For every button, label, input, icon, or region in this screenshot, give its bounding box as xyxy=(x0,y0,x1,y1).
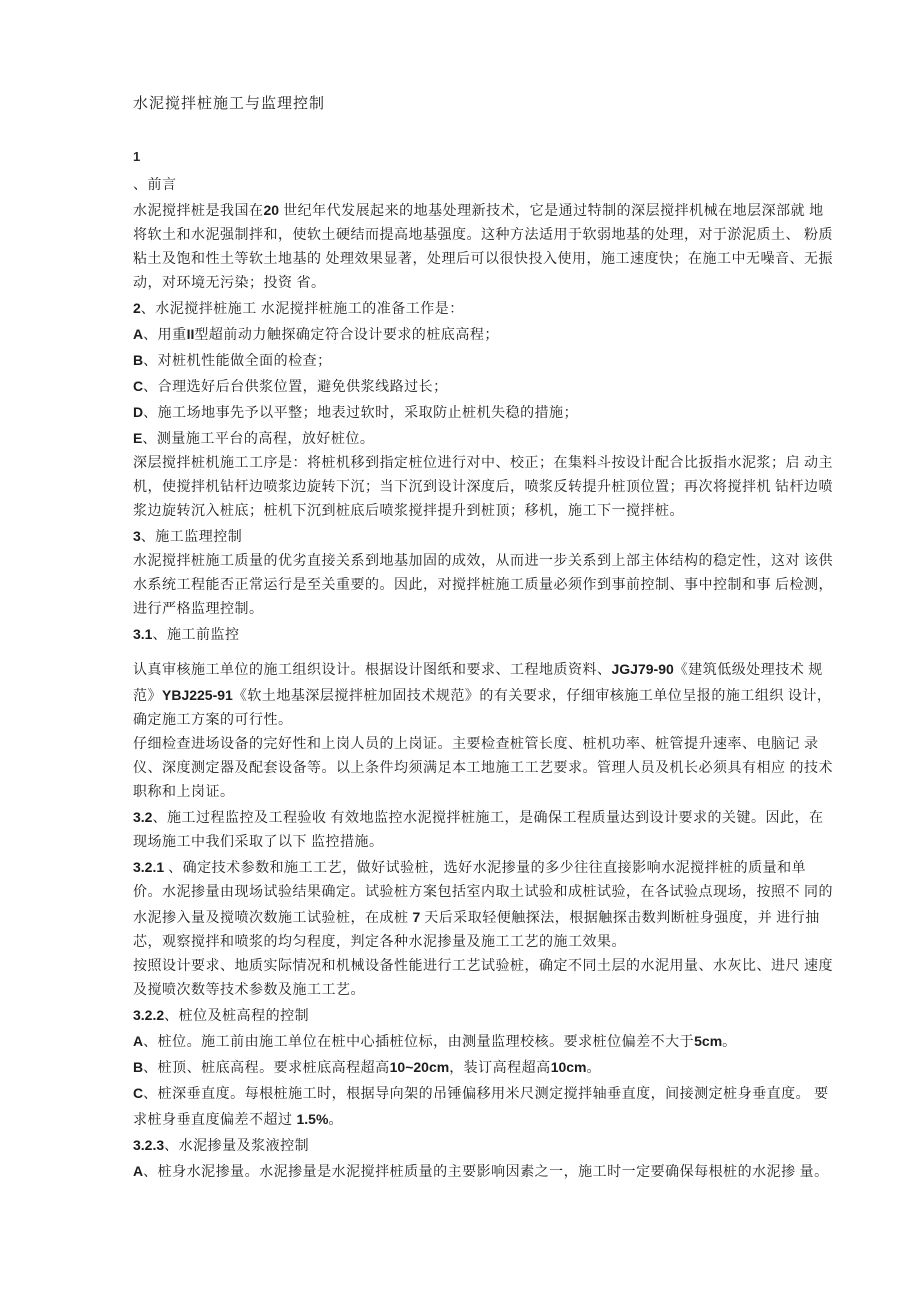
trial-pile-paragraph xyxy=(133,955,833,1003)
latin-text: B xyxy=(133,352,144,368)
section-3-2-2-heading xyxy=(133,1003,813,1029)
latin-text: C xyxy=(133,1085,144,1101)
text-line: 进行严格监理控制。 xyxy=(133,602,264,617)
text-line: 芯，观察搅拌和喷浆的均匀程度，判定各种水泥掺量及施工工艺的施工效果。 xyxy=(133,935,626,950)
latin-text: JGJ79-90 xyxy=(611,661,674,677)
text-line: C、桩深垂直度。每根桩施工时，根据导向架的吊锤偏移用米尺测定搅拌轴垂直度，间接测定桩身垂直度。 要 xyxy=(133,1085,829,1102)
text-line: 3、施工监理控制 xyxy=(133,528,243,545)
cement-content-item xyxy=(133,1159,829,1185)
text-line: 、前言 xyxy=(133,178,177,193)
text-line: C、合理选好后台供浆位置，避免供浆线路过长； xyxy=(133,378,448,395)
section-3-2-paragraph xyxy=(133,805,824,855)
pile-position-item xyxy=(133,1029,813,1055)
text-line: 按照设计要求、地质实际情况和机械设备性能进行工艺试验桩，确定不同土层的水泥用量、水灰比、进尺 速度 xyxy=(133,959,833,974)
latin-text: 3.2.3 xyxy=(133,1137,165,1153)
text-line: 3.2、施工过程监控及工程验收 有效地监控水泥搅拌桩施工，是确保工程质量达到设计要求的关键。因此，在 xyxy=(133,809,824,826)
latin-text: YBJ225-91 xyxy=(162,687,233,703)
pile-verticality-item xyxy=(133,1081,829,1133)
text-line: 确定施工方案的可行性。 xyxy=(133,713,293,728)
document-body xyxy=(133,174,833,1185)
text-line: 3.2.1 、确定技术参数和施工工艺，做好试验桩，选好水泥掺量的多少往往直接影响水泥搅拌桩的质量和单 xyxy=(133,859,807,876)
latin-text: 3.1 xyxy=(133,626,153,642)
text-line: 范》YBJ225-91《软土地基深层搅拌桩加固技术规范》的有关要求，仔细审核施工单位呈报的施工组织 设计， xyxy=(133,687,832,704)
text-line: 深层搅拌桩机施工工序是：将桩机移到指定桩位进行对中、校正；在集料斗按设计配合比扳指水泥浆；启 动主 xyxy=(133,456,833,471)
latin-text: 10cm xyxy=(550,1059,587,1075)
latin-text: E xyxy=(133,430,143,446)
text-line: B、对桩机性能做全面的检查； xyxy=(133,352,332,369)
latin-text: 3 xyxy=(133,528,141,544)
equipment-check-paragraph xyxy=(133,733,833,805)
design-review-paragraph xyxy=(133,657,832,733)
text-line: 水泥掺入量及搅喷次数施工试验桩，在成桩 7 天后采取轻便触探法，根据触探击数判断桩身强度，并 进行抽 xyxy=(133,909,820,926)
text-line: 求桩身垂直度偏差不超过 1.5%。 xyxy=(133,1111,343,1128)
text-line: B、桩顶、桩底高程。要求桩底高程超高10~20cm，装订高程超高10cm。 xyxy=(133,1059,601,1076)
text-line: 水泥搅拌桩施工质量的优劣直接关系到地基加固的成效，从而进一步关系到上部主体结构的稳定性，这对 该供 xyxy=(133,554,833,569)
text-line: A、桩位。施工前由施工单位在桩中心插桩位标，由测量监理校核。要求桩位偏差不大于5cm。 xyxy=(133,1033,737,1050)
text-line: 现场施工中我们采取了以下 监控措施。 xyxy=(133,835,384,850)
text-line: 及搅喷次数等技术参数及施工工艺。 xyxy=(133,983,365,998)
section-3-paragraph xyxy=(133,550,833,622)
construction-procedure-paragraph xyxy=(133,452,833,524)
text-line: 3.2.2、桩位及桩高程的控制 xyxy=(133,1007,310,1024)
latin-text: 2 xyxy=(133,300,141,316)
latin-text: 5cm xyxy=(694,1033,723,1049)
latin-text: 3.2 xyxy=(133,809,153,825)
section-3-2-1-paragraph xyxy=(133,855,833,955)
document-title: 水泥搅拌桩施工与监理控制 xyxy=(133,96,326,112)
text-line: 仔细检查进场设备的完好性和上岗人员的上岗证。主要检查桩管长度、桩机功率、桩管提升速率、电脑记 录 xyxy=(133,737,819,752)
text-line: 动，对环境无污染；投资 省。 xyxy=(133,276,326,291)
latin-text: 7 xyxy=(412,909,421,925)
latin-text: 3.2.1 xyxy=(133,859,165,875)
latin-text: 3.2.2 xyxy=(133,1007,165,1023)
text-line: 机，使搅拌机钻杆边喷浆边旋转下沉；当下沉到设计深度后，喷浆反转提升桩顶位置；再次将搅拌机 钻杆边喷 xyxy=(133,480,833,495)
section-2-preparation-list xyxy=(133,296,813,452)
pile-elevation-item xyxy=(133,1055,813,1081)
text-line: 价。水泥掺量由现场试验结果确定。试验桩方案包括室内取土试验和成桩试验，在各试验点现场，按照不 同的 xyxy=(133,885,833,900)
text-line: 3.2.3、水泥掺量及浆液控制 xyxy=(133,1137,310,1154)
section-3-heading xyxy=(133,524,813,550)
latin-text: 1.5% xyxy=(296,1111,329,1127)
text-line: 仪、深度测定器及配套设备等。以上条件均须满足本工地施工工艺要求。管理人员及机长必须具有相应 的技术 xyxy=(133,761,833,776)
preface-heading xyxy=(133,174,813,198)
text-line: 水系统工程能否正常运行是至关重要的。因此，对搅拌桩施工质量必须作到事前控制、事中控制和事 后检测， xyxy=(133,578,833,593)
text-line: 认真审核施工单位的施工组织设计。根据设计图纸和要求、工程地质资料、JGJ79-90《建筑低级处理技术 规 xyxy=(133,661,823,678)
latin-text: A xyxy=(133,1163,144,1179)
latin-text: A xyxy=(133,326,144,342)
latin-text: A xyxy=(133,1033,144,1049)
latin-text: II xyxy=(186,326,195,342)
latin-text: C xyxy=(133,378,144,394)
text-line: 将软土和水泥强制拌和，使软土硬结而提高地基强度。这种方法适用于软弱地基的处理，对于淤泥质土、 粉质 xyxy=(133,228,833,243)
latin-text: 10~20cm xyxy=(389,1059,450,1075)
text-line: 浆边旋转沉入桩底；桩机下沉到桩底后喷浆搅拌提升到桩顶；移机，施工下一搅拌桩。 xyxy=(133,504,684,519)
text-line: 水泥搅拌桩是我国在20 世纪年代发展起来的地基处理新技术，它是通过特制的深层搅拌机械在地层深部就 地 xyxy=(133,202,824,219)
latin-text: B xyxy=(133,1059,144,1075)
page-number-marker: 1 xyxy=(133,149,141,164)
latin-text: 20 xyxy=(263,202,280,218)
latin-text: D xyxy=(133,404,144,420)
text-line: 2、水泥搅拌桩施工 水泥搅拌桩施工的准备工作是： xyxy=(133,300,464,317)
text-line: 粘土及饱和性土等软土地基的 处理效果显著，处理后可以很快投入使用，施工速度快；在施工中无噪音、无振 xyxy=(133,252,833,267)
text-line: A、用重II型超前动力触探确定符合设计要求的桩底高程； xyxy=(133,326,499,343)
section-3-1-heading xyxy=(133,622,813,648)
text-line: D、施工场地事先予以平整；地表过软时，采取防止桩机失稳的措施； xyxy=(133,404,579,421)
text-line: A、桩身水泥掺量。水泥掺量是水泥搅拌桩质量的主要影响因素之一，施工时一定要确保每根桩的水泥掺 量。 xyxy=(133,1163,829,1180)
text-line: 职称和上岗证。 xyxy=(133,785,235,800)
text-line: E、测量施工平台的高程，放好桩位。 xyxy=(133,430,375,447)
preface-paragraph xyxy=(133,198,833,296)
text-line: 3.1、施工前监控 xyxy=(133,626,240,643)
section-3-2-3-heading xyxy=(133,1133,813,1159)
